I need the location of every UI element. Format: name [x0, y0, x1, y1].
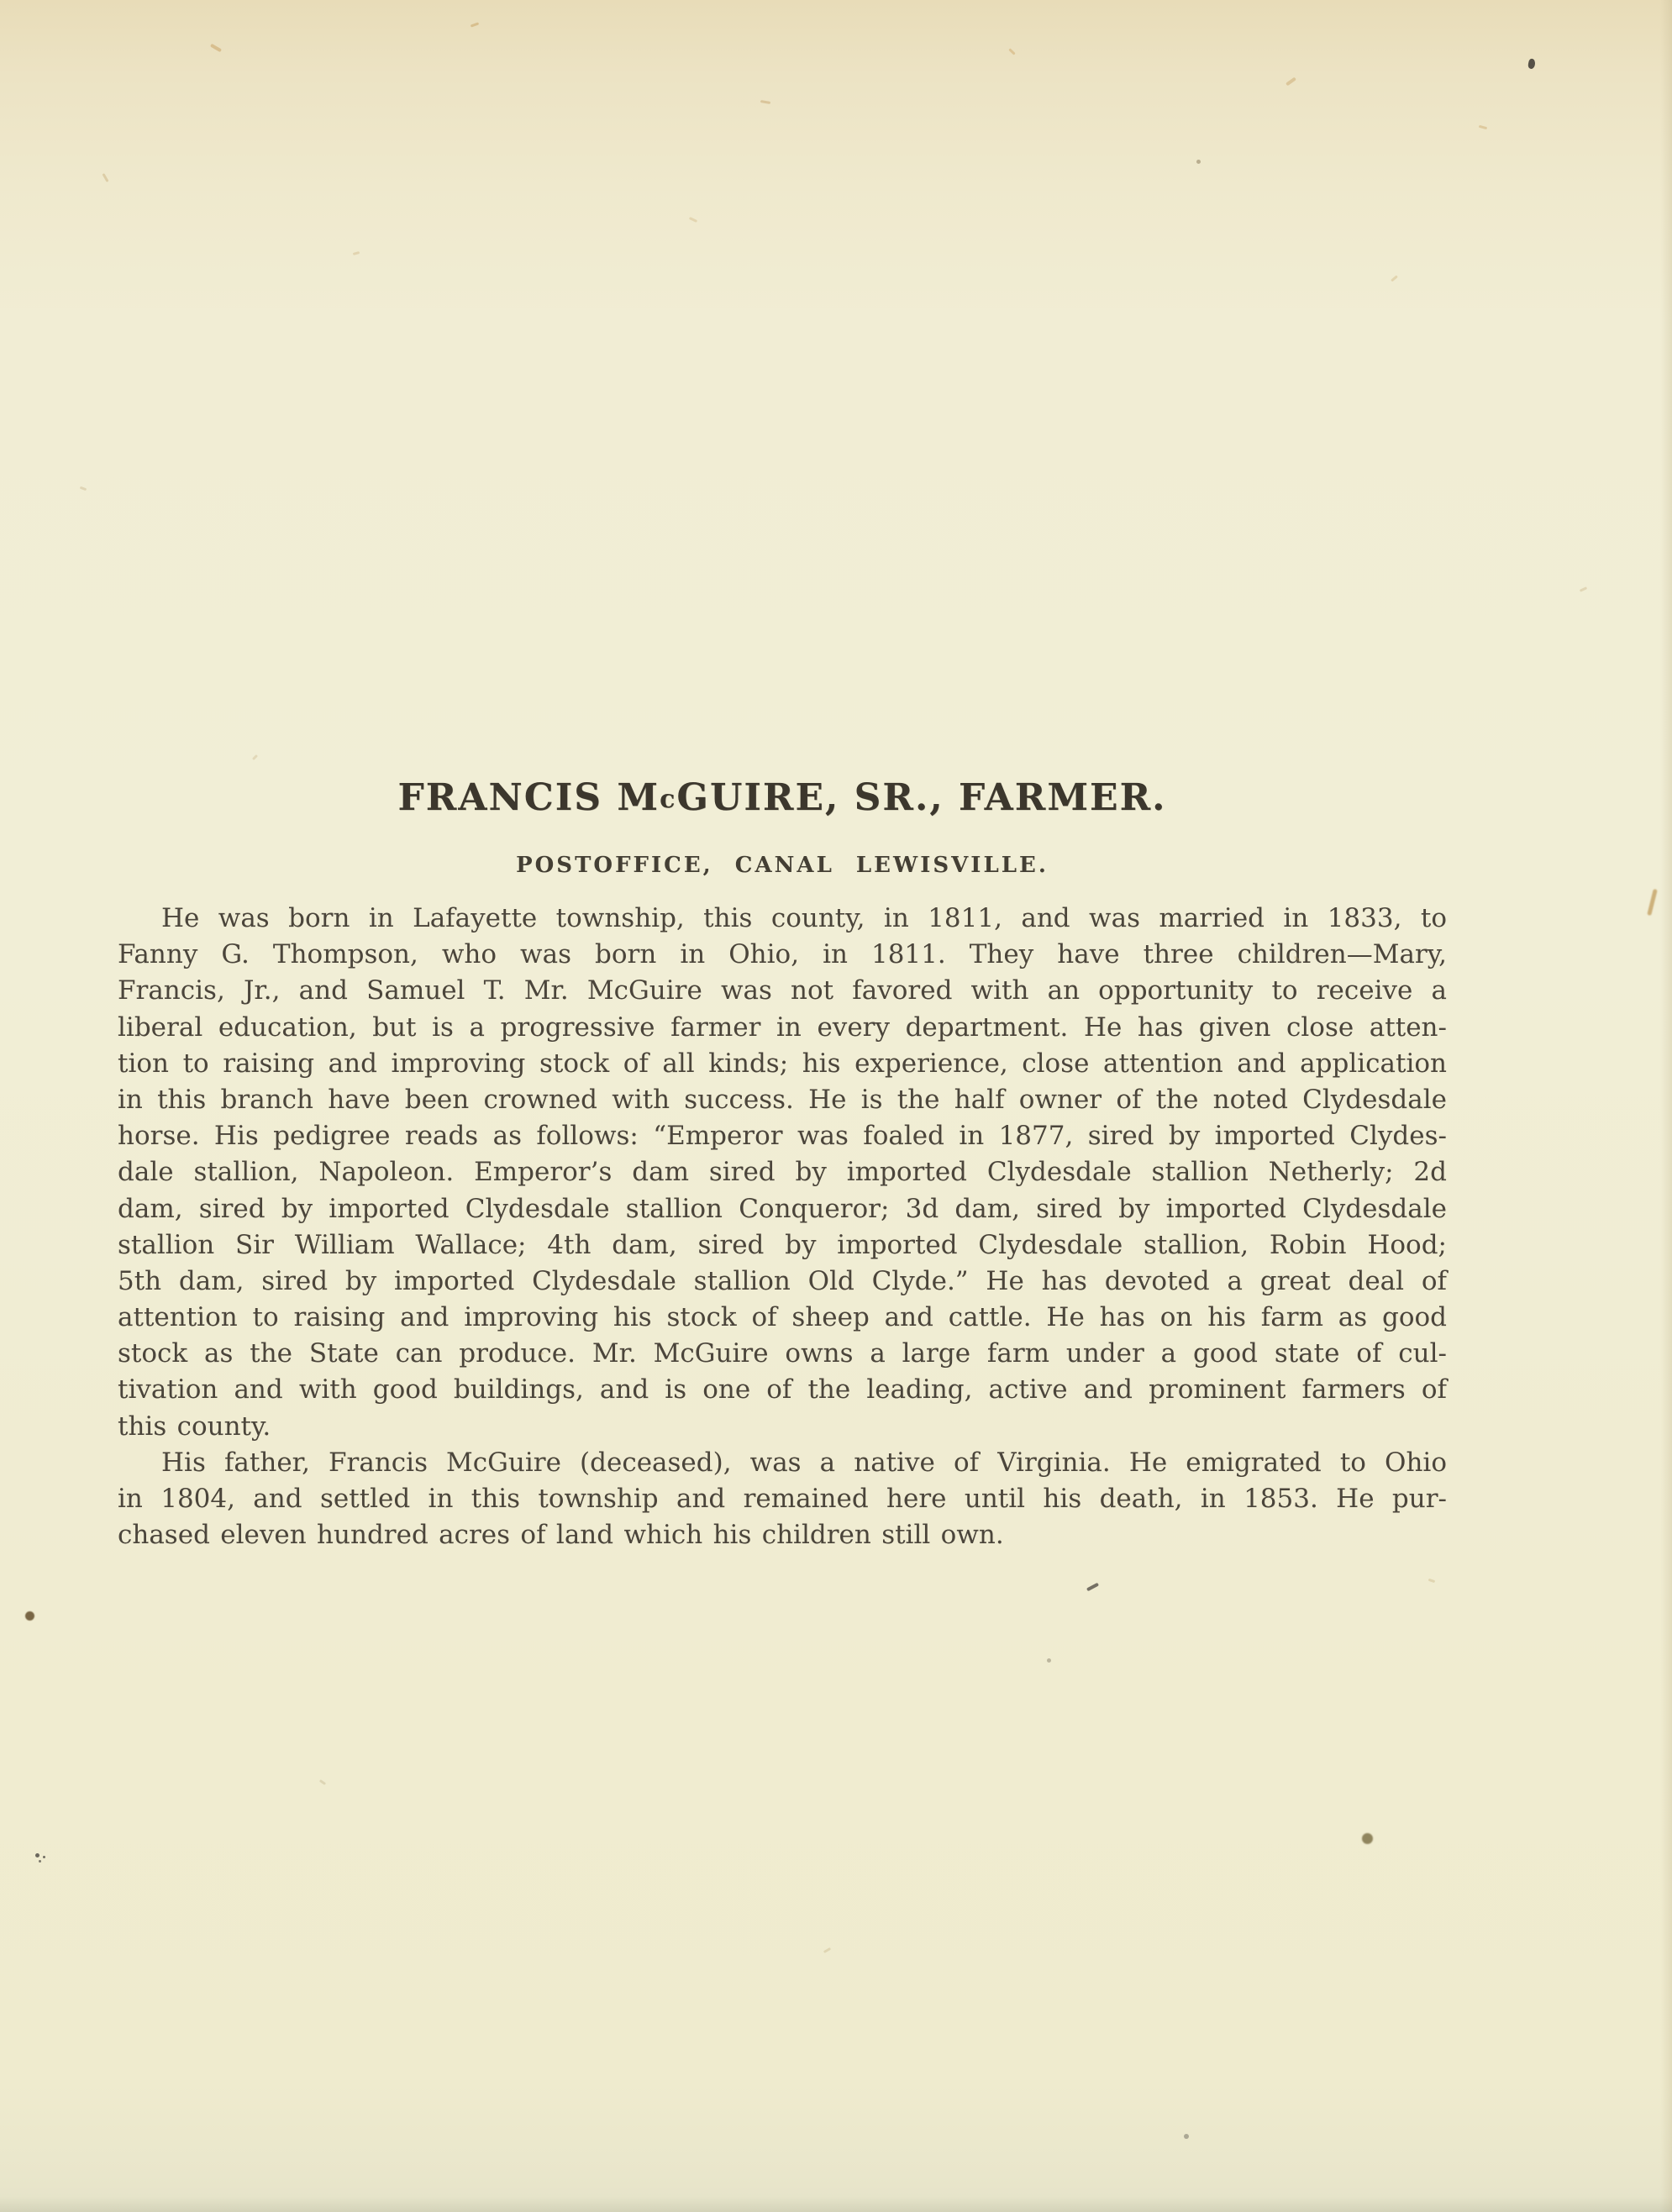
- paper-fibre-fleck: [1008, 48, 1015, 55]
- body-text: [118, 901, 1447, 1553]
- paper-speck: [1184, 2134, 1189, 2139]
- paper-fibre-fleck: [210, 44, 222, 52]
- paper-fibre-fleck: [1580, 586, 1587, 592]
- page-title-part2: GUIRE, SR., FARMER.: [676, 776, 1167, 820]
- text-line: in 1804, and settled in this township and remained here until his death, in 1853. He pur-: [118, 1484, 1447, 1514]
- paper-fibre-fleck: [1391, 275, 1398, 281]
- text-line: Francis, Jr., and Samuel T. Mr. McGuire was not favored with an opportunity to receive a: [118, 975, 1447, 1006]
- text-line: horse. His pedigree reads as follows: “Emperor was foaled in 1877, sired by imported Clydes-: [118, 1121, 1447, 1152]
- paper-fibre-fleck: [80, 486, 87, 491]
- text-line: tivation and with good buildings, and is one of the leading, active and prominent farmers of: [118, 1374, 1447, 1405]
- ink-blot-mark: [35, 1853, 39, 1857]
- paper-fibre-fleck: [760, 100, 770, 104]
- page-title-part1: FRANCIS M: [397, 776, 660, 820]
- scan-edge-shadow: [1660, 0, 1672, 2212]
- text-line: stallion Sir William Wallace; 4th dam, sired by imported Clydesdale stallion, Robin Hood;: [118, 1229, 1447, 1260]
- paper-fibre-fleck: [1479, 125, 1487, 129]
- text-line: stock as the State can produce. Mr. McGuire owns a large farm under a good state of cul-: [118, 1338, 1447, 1369]
- text-line: chased eleven hundred acres of land which his children still own.: [118, 1520, 1004, 1551]
- text-line: He was born in Lafayette township, this county, in 1811, and was married in 1833, to: [161, 903, 1447, 933]
- page-title-small-c: c: [660, 785, 677, 815]
- paper-fibre-fleck: [353, 251, 360, 255]
- paper-speck: [1196, 160, 1201, 164]
- postoffice-subtitle: POSTOFFICE, CANAL LEWISVILLE.: [516, 852, 1049, 878]
- ink-dot-mark: [25, 1611, 34, 1621]
- paper-fibre-fleck: [1286, 77, 1296, 87]
- text-line: 5th dam, sired by imported Clydesdale stallion Old Clyde.” He has devoted a great deal of: [118, 1265, 1447, 1296]
- text-line: in this branch have been crowned with success. He is the half owner of the noted Clydesdale: [118, 1084, 1447, 1115]
- text-line: His father, Francis McGuire (deceased), was a native of Virginia. He emigrated to Ohio: [161, 1447, 1447, 1478]
- paper-fibre-fleck: [471, 22, 479, 27]
- text-line: liberal education, but is a progressive farmer in every department. He has given close atten-: [118, 1011, 1447, 1043]
- text-line: dam, sired by imported Clydesdale stallion Conqueror; 3d dam, sired by imported Clydesdale: [118, 1193, 1447, 1224]
- text-line: attention to raising and improving his stock of sheep and cattle. He has on his farm as good: [118, 1302, 1447, 1333]
- text-line: dale stallion, Napoleon. Emperor’s dam sired by imported Clydesdale stallion Netherly; 2d: [118, 1157, 1447, 1188]
- scan-edge-shadow: [0, 2197, 1672, 2212]
- paper-fibre-fleck: [252, 754, 258, 760]
- paper-speck: [1047, 1658, 1051, 1663]
- paper-fibre-fleck: [689, 217, 697, 223]
- text-line: this county.: [118, 1411, 271, 1442]
- paper-scratch-mark: [1647, 889, 1658, 916]
- paper-fibre-fleck: [1428, 1579, 1436, 1583]
- text-line: tion to raising and improving stock of all kinds; his experience, close attention and application: [118, 1048, 1447, 1079]
- ink-speck-mark: [1527, 58, 1536, 69]
- ink-dot-mark: [1362, 1833, 1373, 1844]
- paper-fibre-fleck: [319, 1779, 326, 1785]
- pen-tick-mark: [1086, 1583, 1099, 1592]
- paper-fibre-fleck: [823, 1947, 831, 1953]
- text-line: Fanny G. Thompson, who was born in Ohio, in 1811. They have three children—Mary,: [118, 939, 1447, 970]
- paper-fibre-fleck: [102, 173, 108, 182]
- page-title: [118, 777, 1447, 821]
